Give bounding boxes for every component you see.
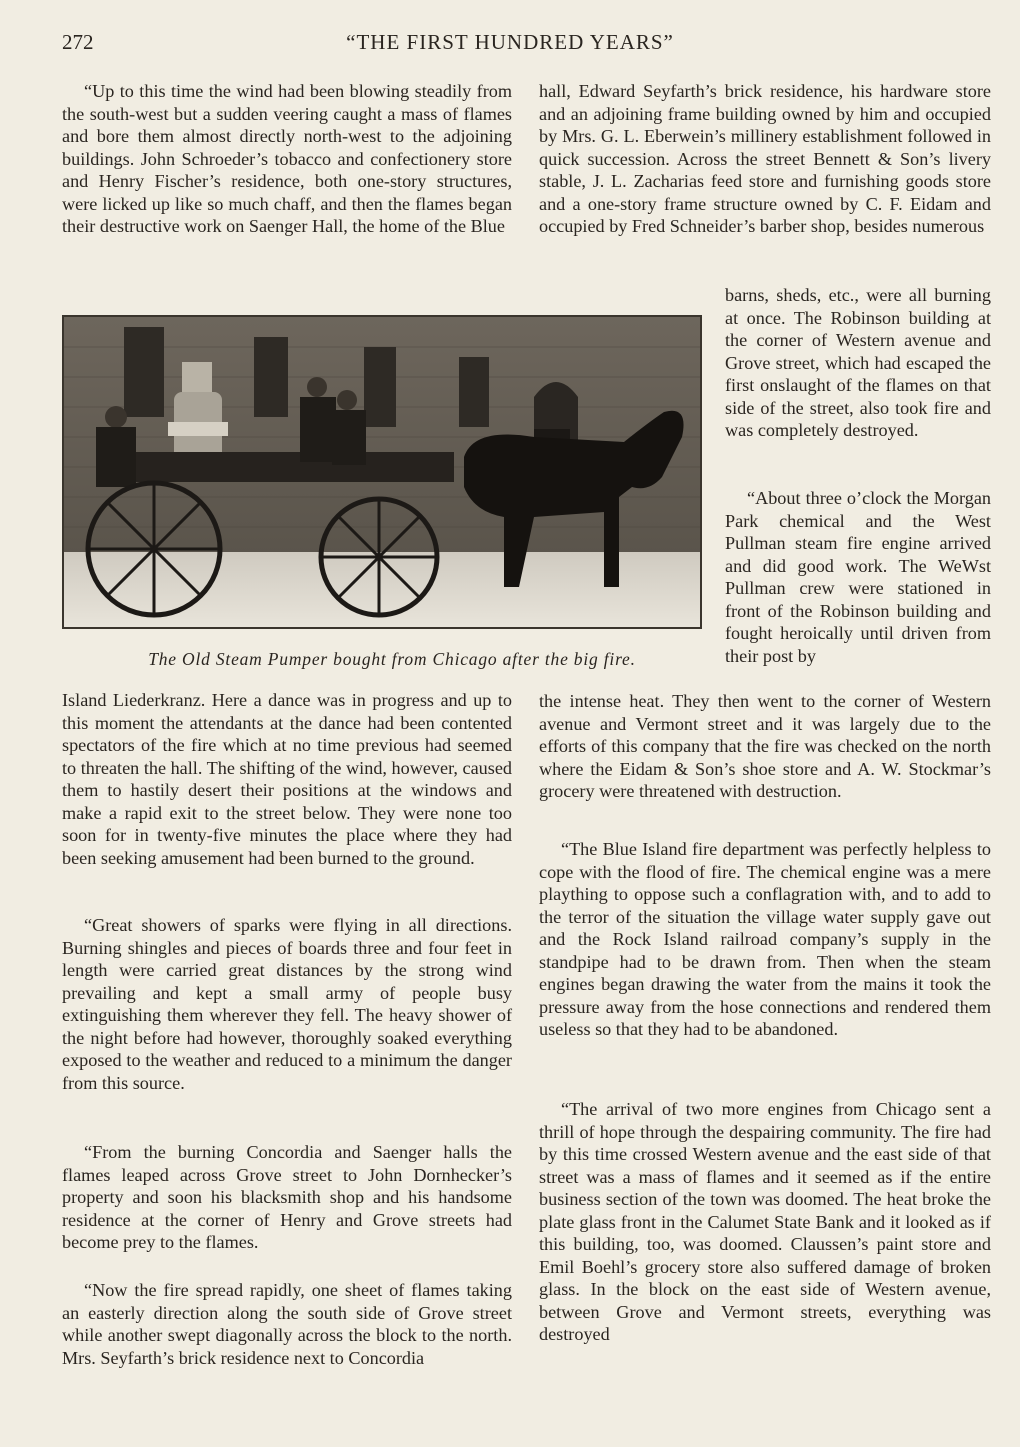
right-paragraph-3: “The Blue Island fire department was perfectly helpless to cope with the flood of fire. The chemical engine was a mere plaything to oppose such a conflagration with, and to add to the terror of the situation the village water supply gave out and the Rock Island railroad company’s supply in the standpipe had to be drawn from. Then when the steam engines began drawing the water from the mains it took the pressure away from the hose connections and rendered them useless so that they had to be abandoned.	[539, 839, 991, 1039]
steam-pumper-photo	[62, 315, 702, 629]
right-paragraph-2-continued: the intense heat. They then went to the corner of Western avenue and Vermont street and it was largely due to the efforts of this company that the fire was checked on the north where the Eidam & Son’s shoe store and A. W. Stockmar’s grocery were threatened with destruction.	[539, 691, 991, 801]
left-paragraph-1-continued: Island Liederkranz. Here a dance was in progress and up to this moment the attendants at the dance had been contented spectators of the fire which at no time previous had seemed to threaten the hall. The shifting of the wind, however, caused them to hastily desert their positions at the windows and make a rapid exit to the street below. They were none too soon for in twenty-five minutes the place where they had been seeking amusement had been burned to the ground.	[62, 690, 512, 868]
running-title: “THE FIRST HUNDRED YEARS”	[346, 30, 674, 54]
left-paragraph-4: “Now the fire spread rapidly, one sheet of flames taking an easterly direction along the south side of Grove street while another swept diagonally across the block to the north. Mrs. Seyfarth’s brick residence next to Concordia	[62, 1280, 512, 1368]
left-paragraph-2: “Great showers of sparks were flying in all directions. Burning shingles and pieces of boards three and four feet in length were carried great distances by the strong wind prevailing and kept a small army of people busy extinguishing them wherever they fell. The heavy shower of the night before had however, thoroughly soaked everything exposed to the weather and reduced to a minimum the danger from this source.	[62, 915, 512, 1093]
right-paragraph-1-narrow: barns, sheds, etc., were all burning at once. The Robinson building at the corner of Western avenue and Grove street, which had escaped the first onslaught of the flames on that side of the street, also took fire and was completely destroyed.	[725, 285, 991, 440]
right-paragraph-4: “The arrival of two more engines from Chicago sent a thrill of hope through the despairing community. The fire had by this time crossed Western avenue and the east side of that street was a mass of flames and it seemed as if the entire business section of the town was doomed. The heat broke the plate glass front in the Calumet State Bank and it looked as if this building, too, was doomed. Claussen’s paint store and Emil Boehl’s grocery store also suffered damage of broken glass. In the block on the east side of Western avenue, between Grove and Vermont streets, everything was destroyed	[539, 1099, 991, 1344]
left-paragraph-1: “Up to this time the wind had been blowing steadily from the south-west but a sudden veering caught a mass of flames and bore them almost directly north-west to the adjoining buildings. John Schroeder’s tobacco and confectionery store and Henry Fischer’s residence, both one-story structures, were licked up like so much chaff, and then the flames began their destructive work on Saenger Hall, the home of the Blue	[62, 81, 512, 236]
right-paragraph-2-narrow: “About three o’clock the Morgan Park chemical and the West Pullman steam fire engine arrived and did good work. The WeWst Pullman crew were stationed in front of the Robinson building and fought heroically until driven from their post by	[725, 488, 991, 666]
figure-caption: The Old Steam Pumper bought from Chicago after the big fire.	[148, 649, 636, 669]
right-paragraph-1-top: hall, Edward Seyfarth’s brick residence, his hardware store and an adjoining frame building owned by him and occupied by Mrs. G. L. Eberwein’s millinery establishment followed in quick succession. Across the street Bennett & Son’s livery stable, J. L. Zacharias feed store and furnishing goods store and a one-story frame structure owned by C. F. Eidam and occupied by Fred Schneider’s barber shop, besides numerous	[539, 81, 991, 236]
page-number: 272	[62, 30, 94, 54]
left-paragraph-3: “From the burning Concordia and Saenger halls the flames leaped across Grove street to John Dornhecker’s property and soon his blacksmith shop and his handsome residence at the corner of Henry and Grove streets had become prey to the flames.	[62, 1142, 512, 1252]
